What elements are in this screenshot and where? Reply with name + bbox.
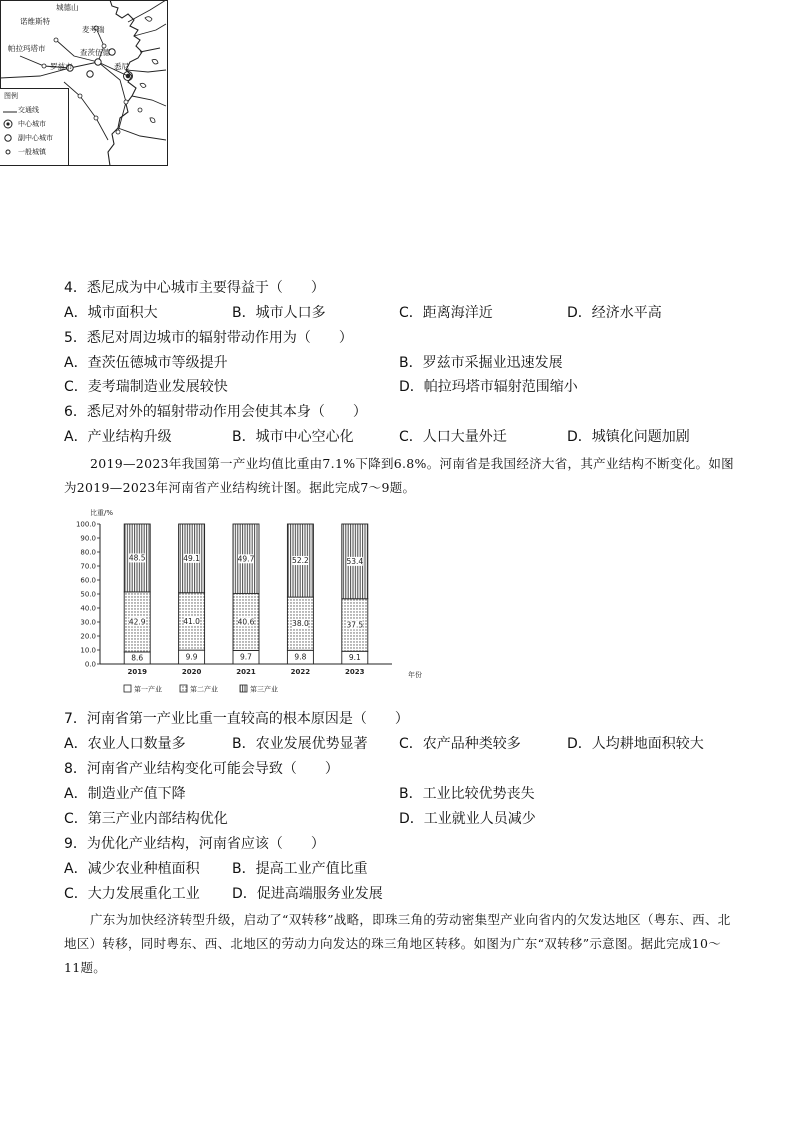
legend-entry: 第一产业 <box>134 685 162 694</box>
q4-option-d[interactable]: D．经济水平高 <box>567 305 662 321</box>
q9-option-d[interactable]: D．促进高端服务业发展 <box>232 886 383 902</box>
passage-guangdong: 广东为加快经济转型升级，启动了“双转移”战略，即珠三角的劳动密集型产业向省内的欠发达地区（粤东、西、北地区）转移，同时粤东、西、北地区的劳动力向发达的珠三角地区转移。如图为广东“双转移”示意图。据此完成10～11题。 <box>64 912 731 975</box>
q8-option-a[interactable]: A．制造业产值下降 <box>64 786 186 802</box>
passage-henan: 2019—2023年我国第一产业均值比重由7.1%下降到6.8%。河南省是我国经济大省，其产业结构不断变化。如图为2019—2023年河南省产业结构统计图。据此完成7～9题。 <box>64 456 734 495</box>
sydney-map <box>0 0 168 166</box>
q4-option-c[interactable]: C．距离海洋近 <box>399 305 493 321</box>
q5-option-d[interactable]: D．帕拉玛塔市辐射范围缩小 <box>399 379 578 395</box>
sub-center-icon <box>3 133 13 143</box>
label-luozi: 罗兹市 <box>50 62 73 71</box>
label-xini: 悉尼 <box>114 62 129 71</box>
data-label: 9.8 <box>294 652 307 662</box>
data-label: 41.0 <box>183 616 200 626</box>
data-label: 37.5 <box>346 620 364 630</box>
legend-swatch <box>124 685 131 692</box>
data-label: 40.6 <box>237 617 255 627</box>
q6-option-b[interactable]: B．城市中心空心化 <box>232 429 354 445</box>
chart-xlabel: 年份 <box>408 671 422 679</box>
legend-swatch <box>180 685 187 692</box>
y-tick-label: 90.0 <box>80 534 96 543</box>
q8-option-c[interactable]: C．第三产业内部结构优化 <box>64 811 228 827</box>
q4-option-b[interactable]: B．城市人口多 <box>232 305 326 321</box>
y-tick-label: 80.0 <box>80 548 96 557</box>
q8-option-d[interactable]: D．工业就业人员减少 <box>399 811 536 827</box>
q6-option-c[interactable]: C．人口大量外迁 <box>399 429 507 445</box>
q7-option-b[interactable]: B．农业发展优势显著 <box>232 736 368 752</box>
legend-center: 中心城市 <box>18 120 46 128</box>
question-5-stem: 5．悉尼对周边城市的辐射带动作用为（ ） <box>64 330 353 346</box>
town-icon <box>3 147 13 157</box>
q5-option-c[interactable]: C．麦考瑞制造业发展较快 <box>64 379 228 395</box>
data-label: 49.7 <box>237 554 255 564</box>
y-tick-label: 40.0 <box>80 604 96 613</box>
q7-option-d[interactable]: D．人均耕地面积较大 <box>567 736 704 752</box>
legend-town: 一般城镇 <box>18 148 46 156</box>
q4-option-a[interactable]: A．城市面积大 <box>64 305 158 321</box>
q5-option-b[interactable]: B．罗兹市采掘业迅速发展 <box>399 355 563 371</box>
y-tick-label: 30.0 <box>80 618 96 627</box>
label-chengdeshan: 城德山 <box>56 3 79 12</box>
x-tick-label: 2019 <box>127 668 147 676</box>
data-label: 9.1 <box>348 653 361 663</box>
y-tick-label: 50.0 <box>80 590 96 599</box>
q9-option-a[interactable]: A．减少农业种植面积 <box>64 861 200 877</box>
y-tick-label: 70.0 <box>80 562 96 571</box>
q7-option-c[interactable]: C．农产品种类较多 <box>399 736 521 752</box>
q9-option-b[interactable]: B．提高工业产值比重 <box>232 861 368 877</box>
y-tick-label: 10.0 <box>80 646 96 655</box>
data-label: 8.6 <box>131 653 144 663</box>
henan-industry-chart <box>62 506 432 698</box>
question-8-stem: 8．河南省产业结构变化可能会导致（ ） <box>64 761 339 777</box>
q6-option-a[interactable]: A．产业结构升级 <box>64 429 172 445</box>
legend-title: 图例 <box>4 92 18 100</box>
label-palamata: 帕拉玛塔市 <box>8 44 46 53</box>
label-nuoweisite: 诺维斯特 <box>20 17 50 26</box>
data-label: 9.9 <box>185 652 198 662</box>
q7-option-a[interactable]: A．农业人口数量多 <box>64 736 186 752</box>
legend-swatch <box>240 685 247 692</box>
data-label: 52.2 <box>292 556 309 566</box>
y-tick-label: 0.0 <box>84 660 96 669</box>
data-label: 42.9 <box>128 617 146 627</box>
legend-sub-center: 副中心城市 <box>18 134 53 142</box>
label-chafuwude: 查茨伍德 <box>80 48 110 57</box>
q6-option-d[interactable]: D．城镇化问题加剧 <box>567 429 690 445</box>
chart-legend <box>124 685 278 694</box>
center-city-icon <box>3 119 13 129</box>
legend-traffic: 交通线 <box>18 106 39 114</box>
data-label: 9.7 <box>240 652 252 662</box>
data-label: 53.4 <box>346 556 364 566</box>
q5-option-a[interactable]: A．查茨伍德城市等级提升 <box>64 355 228 371</box>
question-9-stem: 9．为优化产业结构，河南省应该（ ） <box>64 836 325 852</box>
question-4-stem: 4．悉尼成为中心城市主要得益于（ ） <box>64 280 325 296</box>
x-tick-label: 2020 <box>181 668 202 676</box>
data-label: 48.5 <box>128 553 146 563</box>
legend-entry: 第三产业 <box>250 685 278 694</box>
x-tick-label: 2022 <box>290 668 311 676</box>
q8-option-b[interactable]: B．工业比较优势丧失 <box>399 786 535 802</box>
question-7-stem: 7．河南省第一产业比重一直较高的根本原因是（ ） <box>64 711 409 727</box>
map-legend <box>0 88 69 165</box>
traffic-line-icon <box>3 110 17 114</box>
x-tick-label: 2023 <box>345 668 365 676</box>
x-tick-label: 2021 <box>236 668 256 676</box>
center-city-marker <box>124 72 133 81</box>
y-tick-label: 60.0 <box>80 576 96 585</box>
y-tick-label: 100.0 <box>75 520 96 529</box>
chart-ylabel: 比重/% <box>90 509 114 517</box>
y-tick-label: 20.0 <box>80 632 96 641</box>
chart-svg <box>62 506 432 698</box>
data-label: 49.1 <box>183 553 200 563</box>
label-maikaorui: 麦考瑞 <box>82 25 105 34</box>
legend-entry: 第二产业 <box>190 685 218 694</box>
q9-option-c[interactable]: C．大力发展重化工业 <box>64 886 200 902</box>
question-6-stem: 6．悉尼对外的辐射带动作用会使其本身（ ） <box>64 404 367 420</box>
data-label: 38.0 <box>292 619 309 629</box>
